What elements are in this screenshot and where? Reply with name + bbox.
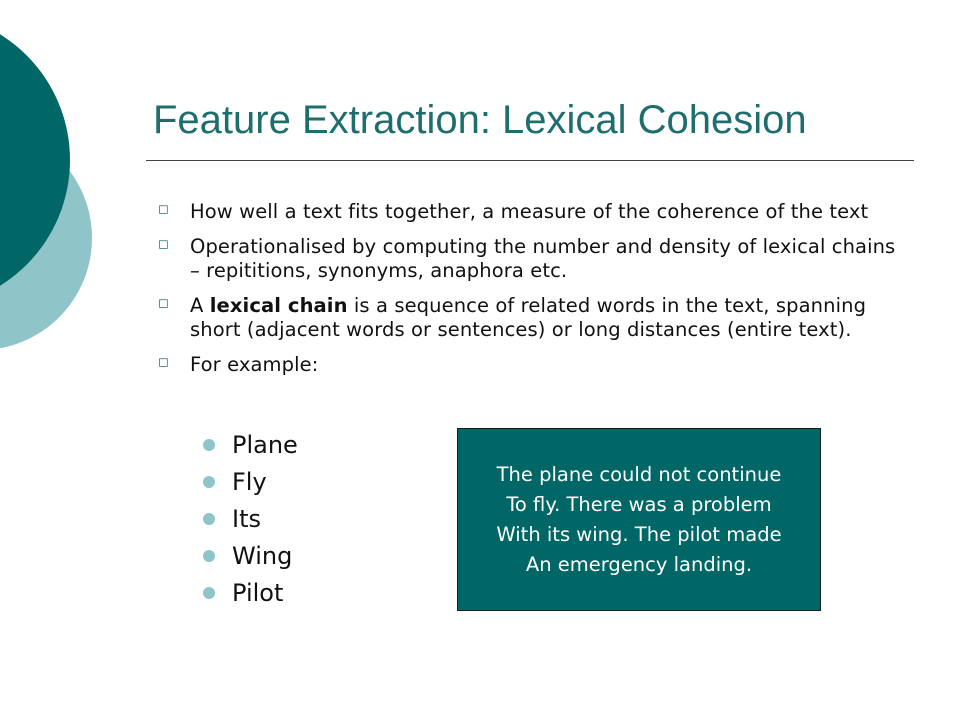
bullet-item: [158, 294, 898, 342]
example-word-item: [203, 537, 298, 574]
bullet-text-prefix: A: [190, 294, 210, 317]
bullet-text: Operationalised by computing the number and density of lexical chains – repititions, synonyms, anaphora etc.: [190, 235, 896, 282]
bullet-text: For example:: [190, 353, 319, 376]
bullet-text: How well a text fits together, a measure of the coherence of the text: [190, 200, 869, 223]
bullet-item: [158, 200, 898, 224]
square-bullet-icon: ◻: [158, 237, 169, 252]
example-text-line: With its wing. The pilot made: [496, 522, 782, 546]
example-word-item: [203, 426, 298, 463]
circle-bullet-icon: [203, 439, 215, 451]
bullet-item: [158, 235, 898, 283]
bullet-text-bold: lexical chain: [209, 294, 348, 317]
square-bullet-icon: ◻: [158, 355, 169, 370]
circle-bullet-icon: [203, 587, 215, 599]
example-word: Pilot: [232, 578, 284, 607]
bullet-item: [158, 353, 898, 377]
example-text-line: To fly. There was a problem: [506, 492, 772, 516]
circle-bullet-icon: [203, 513, 215, 525]
decorative-circles: [0, 0, 100, 400]
example-text-line: An emergency landing.: [525, 552, 753, 576]
bullet-text-suffix: is a sequence of related words in the text, spanning short (adjacent words or sentences) or long distances (entire text).: [190, 294, 867, 341]
title-divider: [146, 160, 914, 161]
circle-bullet-icon: [203, 550, 215, 562]
square-bullet-icon: ◻: [158, 296, 169, 311]
example-word-item: [203, 500, 298, 537]
example-word: Plane: [232, 430, 298, 459]
example-word: Wing: [232, 541, 293, 570]
example-word: Its: [232, 504, 261, 533]
example-text-line: The plane could not continue: [496, 462, 782, 486]
slide-title: Feature Extraction: Lexical Cohesion: [153, 98, 807, 142]
example-word-item: [203, 574, 298, 611]
example-word-item: [203, 463, 298, 500]
square-bullet-icon: ◻: [158, 202, 169, 217]
bullet-text: [190, 294, 866, 341]
circle-bullet-icon: [203, 476, 215, 488]
example-word-list: [203, 426, 298, 611]
bullet-list: [158, 200, 898, 388]
example-text: [496, 460, 781, 580]
example-word: Fly: [232, 467, 267, 496]
example-text-box: [457, 428, 821, 611]
